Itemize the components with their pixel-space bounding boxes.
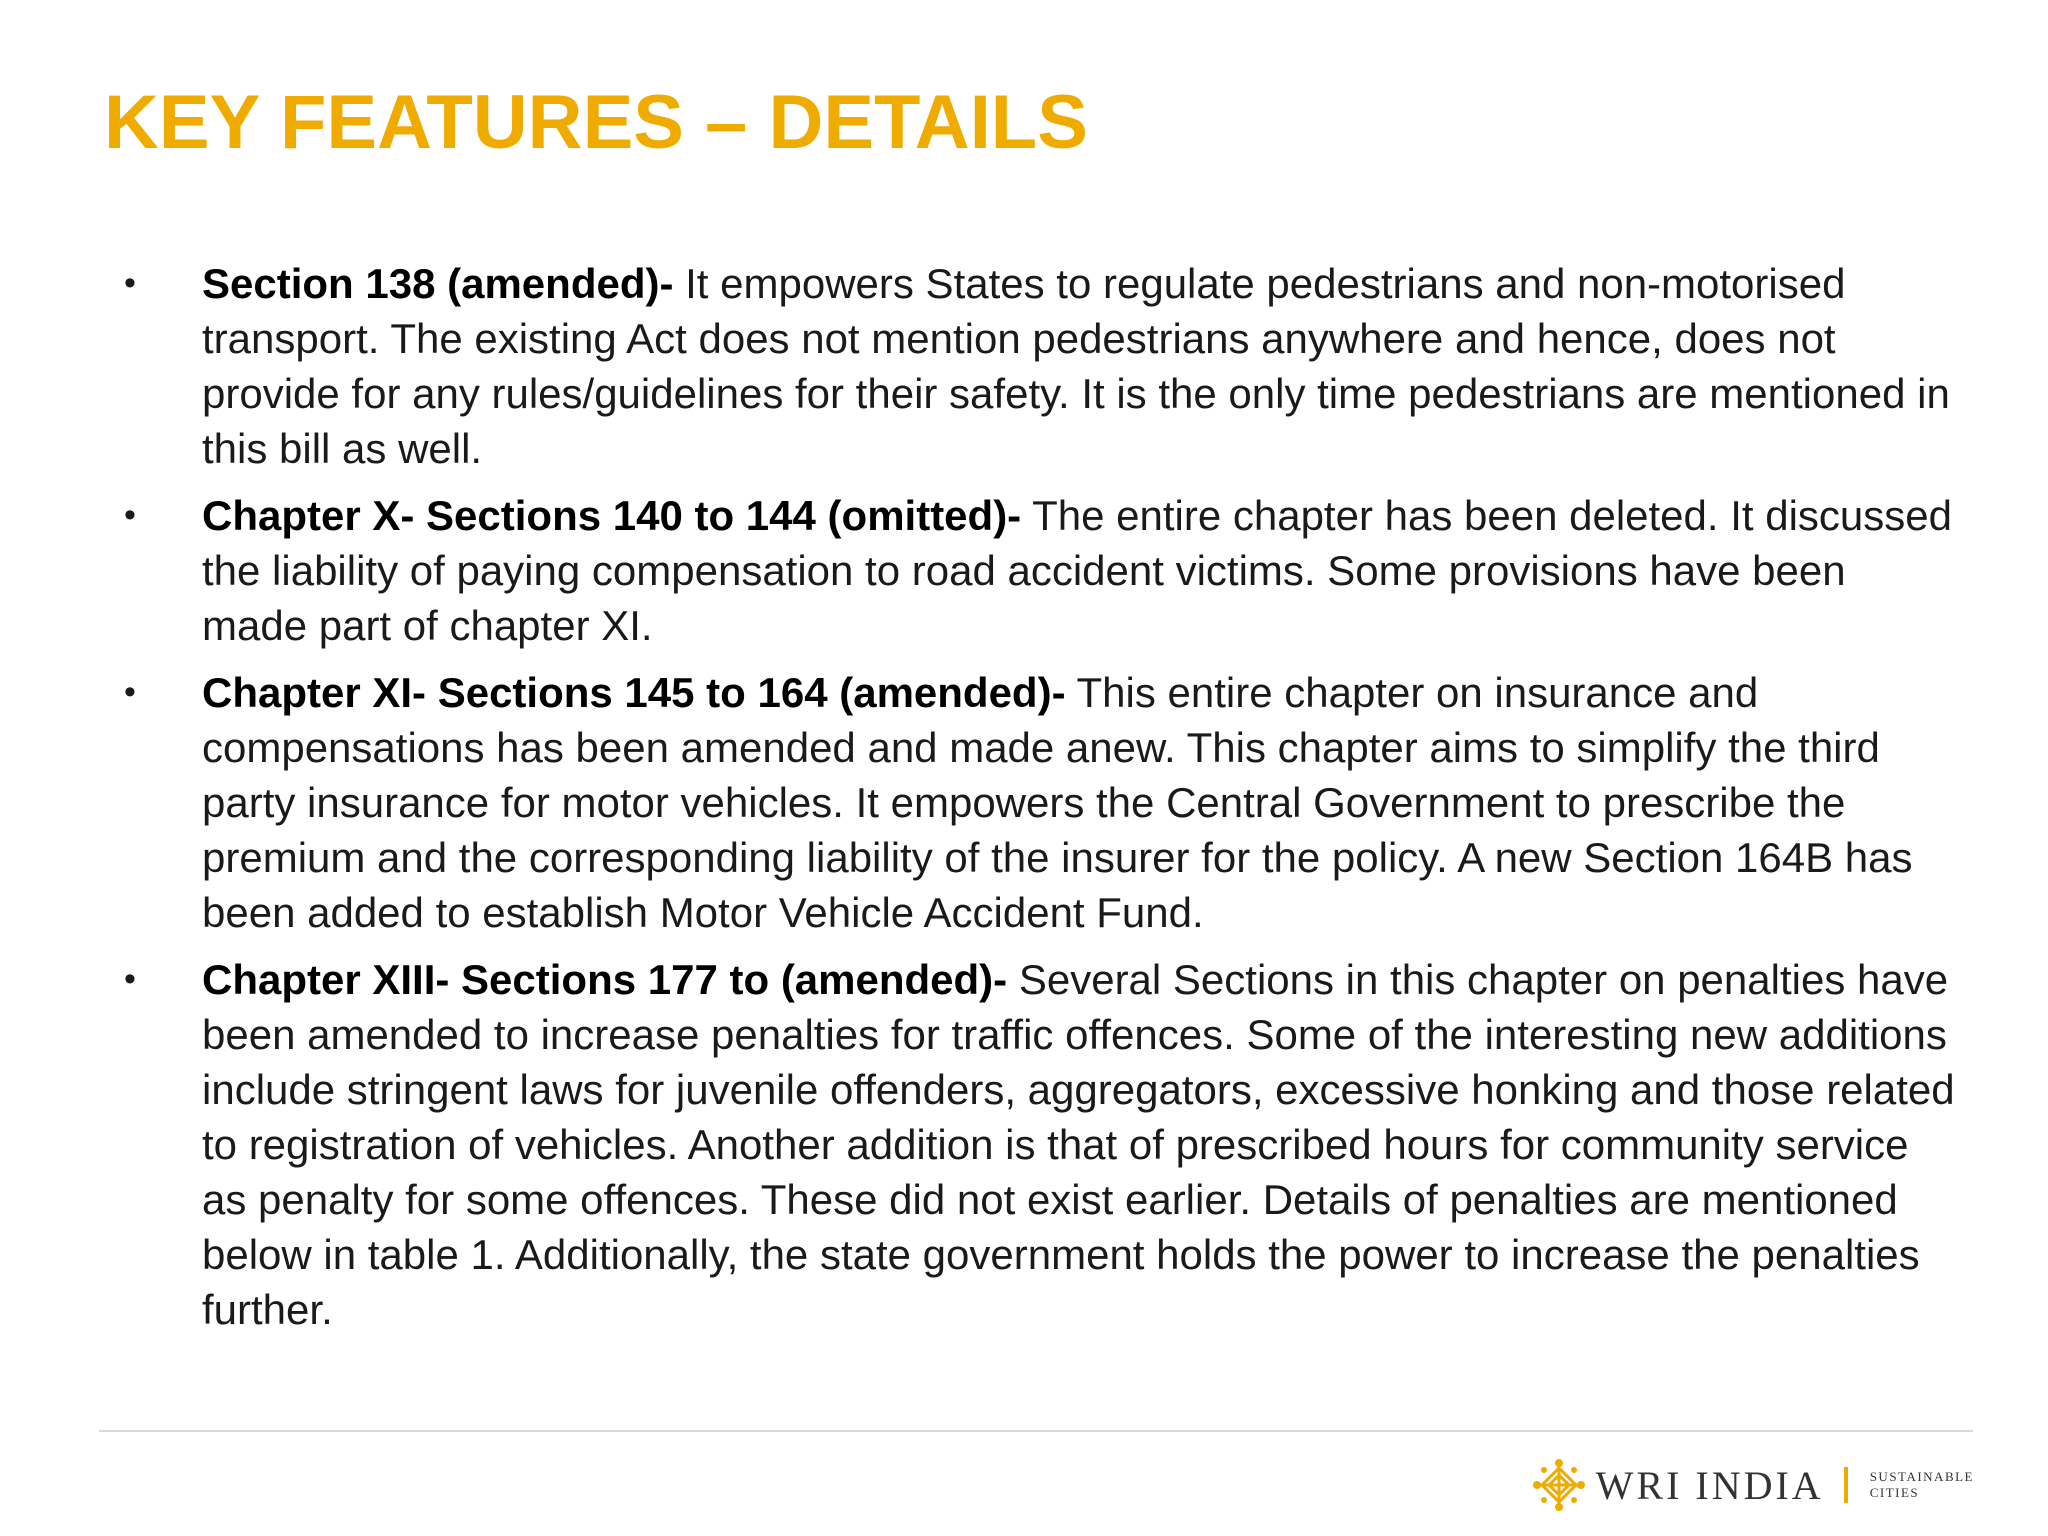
bullet-text	[202, 665, 1960, 940]
logo-text: WRI INDIA	[1595, 1462, 1824, 1508]
logo-subtitle-line: CITIES	[1869, 1485, 1920, 1500]
bullet-body: It empowers States to regulate pedestrians and non-motorised transport. The existing Act does not mention pedestrians anywhere and hence, does not provide for any rules/guidelines for their safety. It is the only time pedestrians are mentioned in this bill as well.	[202, 260, 1950, 472]
bullet-text	[202, 952, 1960, 1337]
bullet-body: This entire chapter on insurance and compensations has been amended and made anew. This chapter aims to simplify the third party insurance for motor vehicles. It empowers the Central Government to prescribe the premium and the corresponding liability of the insurer for the policy. A new Section 164B has been added to establish Motor Vehicle Accident Fund.	[202, 669, 1913, 936]
bullet-heading: Section 138 (amended)-	[202, 260, 674, 307]
logo-subtitle-line: SUSTAINABLE	[1869, 1469, 1974, 1484]
bullet-text	[202, 256, 1960, 476]
bullet-marker: •	[124, 496, 136, 534]
bullet-item	[120, 488, 1960, 653]
footer-logo	[1532, 1450, 1974, 1520]
bullet-item	[120, 665, 1960, 940]
slide-title: KEY FEATURES – DETAILS	[104, 80, 1088, 165]
bullet-heading: Chapter XI- Sections 145 to 164 (amended)-	[202, 669, 1066, 716]
bullet-body: The entire chapter has been deleted. It discussed the liability of paying compensation to road accident victims. Some provisions have been made part of chapter XI.	[202, 492, 1953, 649]
bullet-heading: Chapter XIII- Sections 177 to (amended)-	[202, 956, 1008, 1003]
bullet-marker: •	[124, 960, 136, 998]
bullet-body: Several Sections in this chapter on penalties have been amended to increase penalties for traffic offences. Some of the interesting new additions include stringent laws for juvenile offenders, aggregators, excessive honking and those related to registration of vehicles. Another addition is that of prescribed hours for community service as penalty for some offences. These did not exist earlier. Details of penalties are mentioned below in table 1. Additionally, the state government holds the power to increase the penalties further.	[202, 956, 1955, 1333]
logo-subtitle	[1870, 1469, 1974, 1501]
logo-separator	[1844, 1467, 1848, 1503]
bullet-item	[120, 256, 1960, 476]
bullet-list	[120, 256, 1960, 1349]
bullet-marker: •	[124, 673, 136, 711]
bullet-heading: Chapter X- Sections 140 to 144 (omitted)-	[202, 492, 1022, 539]
wri-knot-icon	[1532, 1458, 1586, 1512]
bullet-marker: •	[124, 264, 136, 302]
bullet-item	[120, 952, 1960, 1337]
bullet-text	[202, 488, 1960, 653]
footer-divider	[99, 1430, 1973, 1432]
